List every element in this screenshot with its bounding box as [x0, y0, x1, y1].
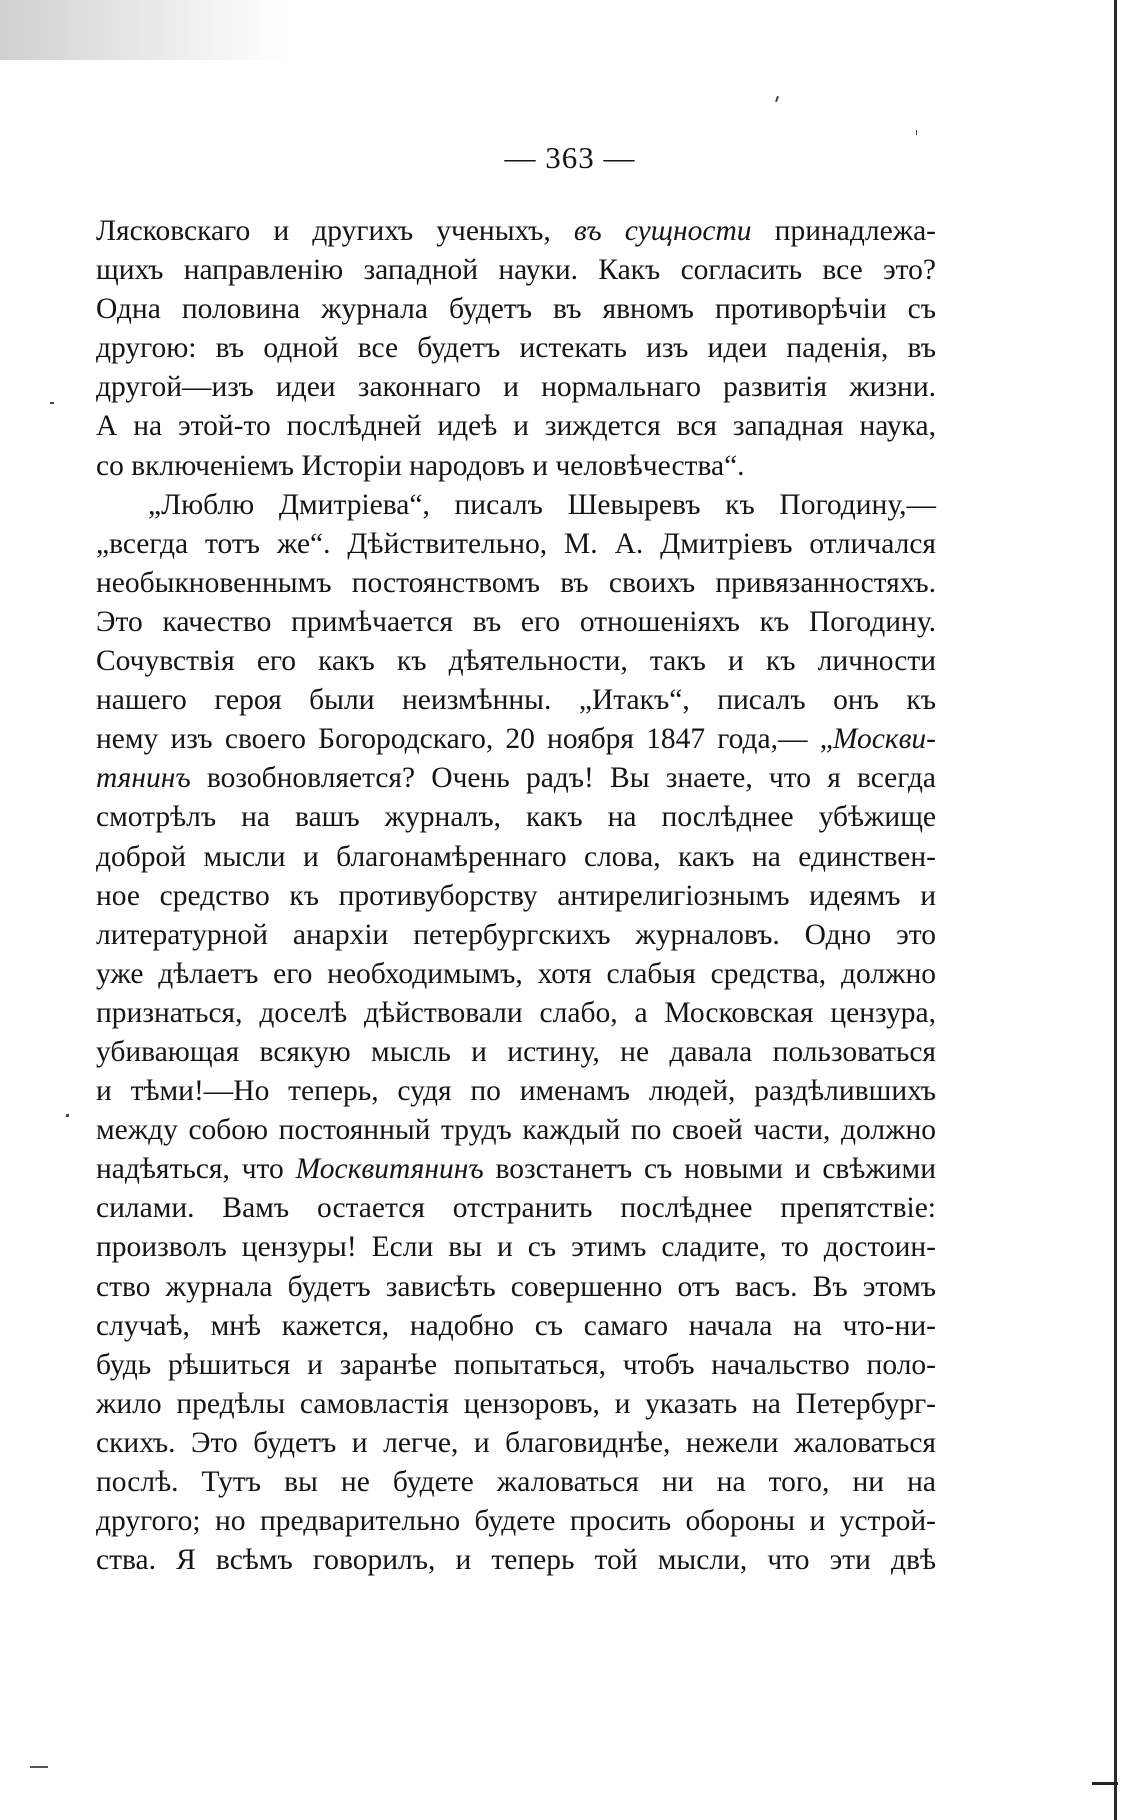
text-segment: между собою постоянный трудъ каждый по своей части, должно — [96, 1114, 936, 1147]
text-segment: Это качество примѣчается въ его отношеніяхъ къ Погодину. — [96, 605, 936, 638]
text-segment: и тѣми!—Но теперь, судя по именамъ людей, раздѣлившихъ — [96, 1075, 936, 1108]
text-line — [96, 1189, 936, 1228]
text-segment: ства. Я всѣмъ говорилъ, и теперь той мысли, что эти двѣ — [96, 1544, 936, 1577]
text-line — [96, 720, 936, 759]
text-line — [96, 916, 936, 955]
text-line — [96, 1541, 936, 1580]
text-line — [96, 681, 936, 720]
text-segment: будь рѣшиться и заранѣе попытаться, чтобъ начальство поло- — [96, 1348, 936, 1381]
text-line — [96, 1346, 936, 1385]
page-number: — 363 — — [504, 140, 636, 175]
text-line — [96, 251, 936, 290]
text-segment: „всегда тотъ же“. Дѣйствительно, М. А. Дмитріевъ отличался — [96, 527, 936, 560]
text-line — [96, 368, 936, 407]
text-segment: смотрѣлъ на вашъ журналъ, какъ на послѣднее убѣжище — [96, 801, 936, 834]
page-edge-rule — [1114, 0, 1117, 1820]
text-line — [96, 329, 936, 368]
text-segment: другого; но предварительно будете просить обороны и устрой- — [96, 1505, 936, 1538]
scan-speck — [916, 130, 917, 135]
text-line — [96, 1150, 936, 1189]
text-line — [96, 525, 936, 564]
text-line — [96, 1228, 936, 1267]
text-segment: надѣяться, что — [96, 1153, 296, 1186]
text-segment: возстанетъ съ новыми и свѣжими — [483, 1153, 936, 1186]
text-line — [96, 1033, 936, 1072]
text-line — [96, 1268, 936, 1307]
text-line — [96, 1424, 936, 1463]
text-segment: щихъ направленію западной науки. Какъ согласить все это? — [96, 254, 936, 287]
text-line — [96, 290, 936, 329]
text-segment: признаться, доселѣ дѣйствовали слабо, а Московская цензура, — [96, 996, 936, 1029]
text-segment: послѣ. Тутъ вы не будете жаловаться ни на того, ни на — [96, 1466, 936, 1498]
margin-mark — [30, 1766, 48, 1768]
text-line — [96, 603, 936, 642]
text-line — [96, 407, 936, 446]
scan-speck — [66, 1114, 69, 1117]
text-segment: „Люблю Дмитріева“, писалъ Шевыревъ къ Погодину,— — [148, 488, 936, 521]
emphasized-text: въ сущности — [573, 215, 752, 247]
text-line — [96, 642, 936, 681]
text-line — [96, 798, 936, 837]
text-line — [96, 1502, 936, 1541]
emphasized-text: Москви- — [832, 723, 936, 756]
text-line — [96, 564, 936, 603]
text-segment: Сочувствія его какъ къ дѣятельности, такъ и къ личности — [96, 645, 936, 678]
text-segment: убивающая всякую мысль и истину, не давала пользоваться — [96, 1035, 936, 1068]
body-text — [96, 212, 936, 1580]
text-line — [96, 1463, 936, 1502]
text-line — [96, 212, 936, 251]
emphasized-text: Москвитянинъ — [295, 1153, 484, 1186]
text-line — [96, 955, 936, 994]
text-segment: уже дѣлаетъ его необходимымъ, хотя слабыя средства, должно — [96, 957, 936, 990]
text-segment: скихъ. Это будетъ и легче, и благовиднѣе, нежели жаловаться — [96, 1426, 936, 1459]
scan-speck — [775, 96, 779, 102]
text-line — [96, 877, 936, 916]
text-segment: произволъ цензуры! Если вы и съ этимъ сладите, то достоин- — [96, 1231, 936, 1264]
text-segment: необыкновеннымъ постоянствомъ въ своихъ привязанностяхъ. — [96, 566, 936, 599]
text-line — [96, 1385, 936, 1424]
text-segment: другою: въ одной все будетъ истекать изъ идеи паденія, въ — [96, 332, 936, 365]
text-line — [96, 994, 936, 1033]
text-segment: Одна половина журнала будетъ въ явномъ противорѣчіи съ — [96, 293, 936, 326]
text-segment: силами. Вамъ остается отстранить послѣднее препятствіе: — [96, 1192, 936, 1225]
text-line — [96, 1307, 936, 1346]
text-segment: другой—изъ идеи законнаго и нормальнаго развитія жизни. — [96, 371, 936, 404]
text-segment: нашего героя были неизмѣнны. „Итакъ“, писалъ онъ къ — [96, 684, 936, 717]
page-corner-mark — [1092, 1782, 1118, 1785]
scan-speck — [50, 402, 54, 404]
text-segment: Лясковскаго и другихъ ученыхъ, — [96, 215, 574, 247]
text-line — [96, 759, 936, 798]
scan-edge-shadow — [0, 0, 300, 60]
text-segment: нему изъ своего Богородскаго, 20 ноября 1847 года,— „ — [96, 723, 833, 756]
text-segment: со включеніемъ Исторіи народовъ и человѣчества“. — [96, 449, 745, 482]
text-line — [96, 1111, 936, 1150]
text-segment: ное средство къ противуборству антирелигіознымъ идеямъ и — [96, 879, 936, 912]
text-line — [96, 1072, 936, 1111]
text-segment: принадлежа- — [751, 215, 936, 247]
text-segment: жило предѣлы самовластія цензоровъ, и указать на Петербург- — [96, 1387, 936, 1420]
text-segment: случаѣ, мнѣ кажется, надобно съ самаго начала на что-ни- — [96, 1309, 936, 1342]
text-line — [96, 838, 936, 877]
text-line — [96, 447, 936, 486]
text-segment: доброй мысли и благонамѣреннаго слова, какъ на единствен- — [96, 840, 936, 873]
text-segment: литературной анархіи петербургскихъ журналовъ. Одно это — [96, 918, 936, 951]
text-segment: ство журнала будетъ зависѣть совершенно отъ васъ. Въ этомъ — [96, 1270, 936, 1303]
text-segment: возобновляется? Очень радъ! Вы знаете, что я всегда — [190, 762, 936, 795]
text-segment: А на этой-то послѣдней идеѣ и зиждется вся западная наука, — [96, 410, 936, 443]
text-line — [96, 486, 936, 525]
emphasized-text: тянинъ — [96, 762, 191, 795]
